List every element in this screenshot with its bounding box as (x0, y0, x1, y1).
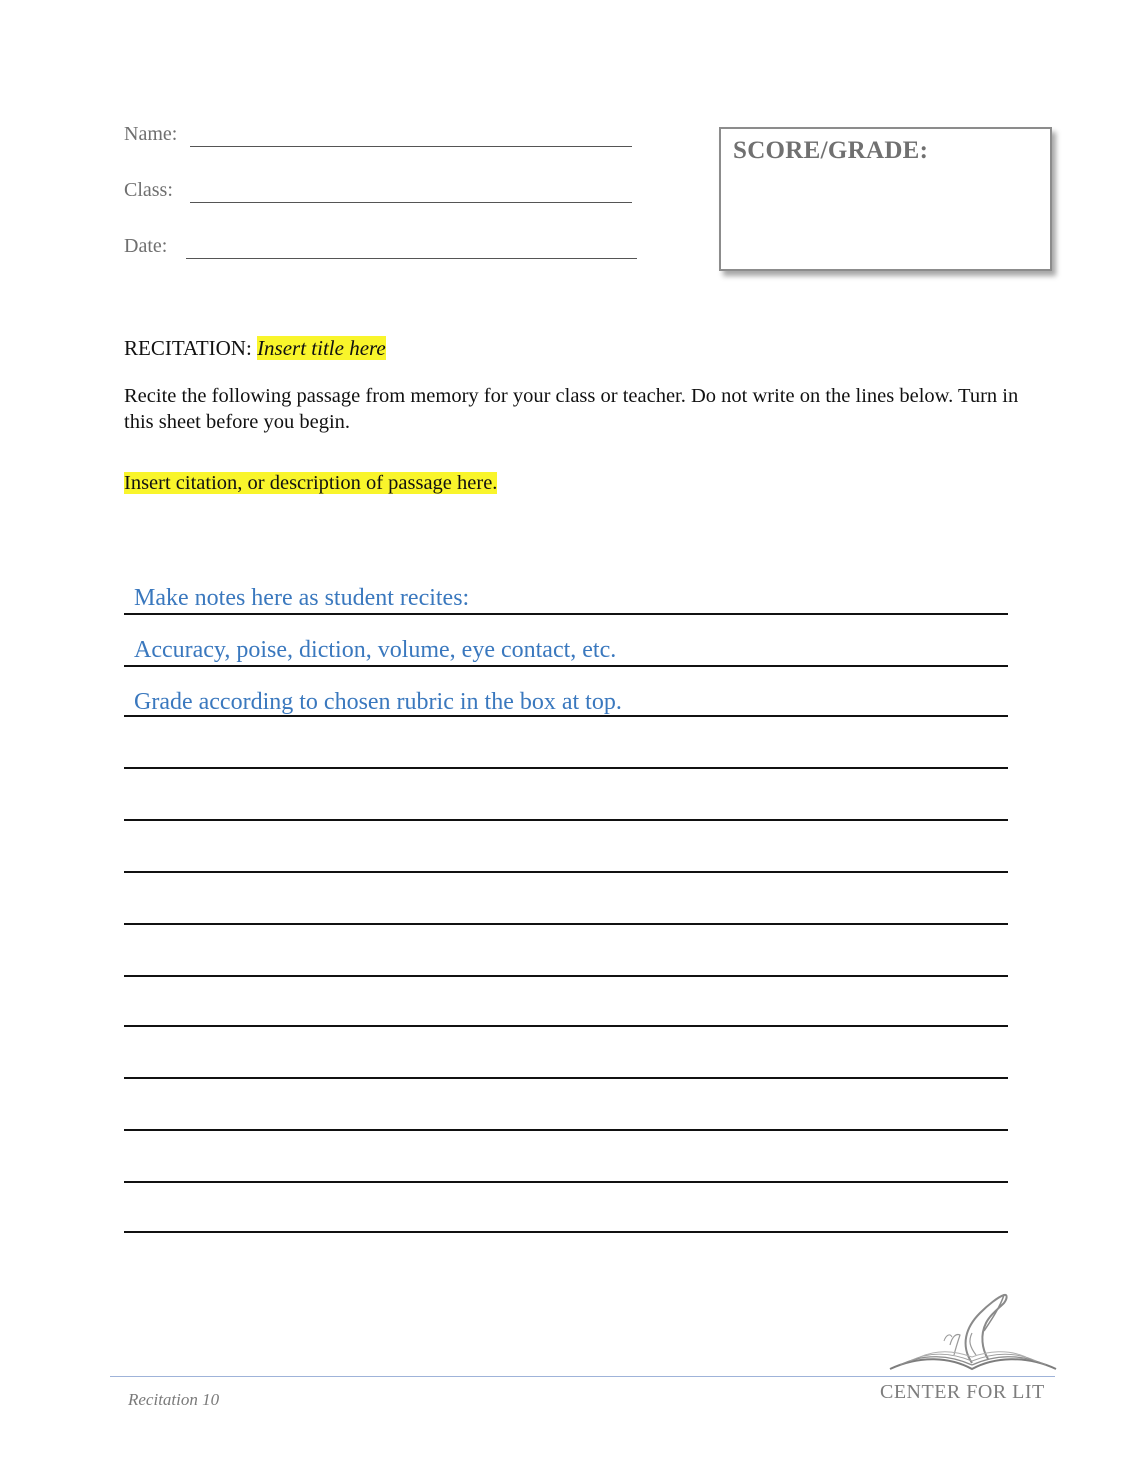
footer-page-label: Recitation 10 (128, 1390, 220, 1409)
instructions-text: Recite the following passage from memory for your class or teacher. Do not write on the lines below. Turn in this sheet before you begin. (124, 385, 1019, 433)
ruled-line (124, 1025, 1008, 1027)
recitation-title-placeholder[interactable]: Insert title here (257, 336, 386, 360)
ruled-line (124, 871, 1008, 873)
ruled-line (124, 715, 1008, 717)
citation-placeholder-text: Insert citation, or description of passage here. (124, 472, 498, 494)
ruled-line (124, 1181, 1008, 1183)
ruled-line (124, 767, 1008, 769)
date-field[interactable] (186, 258, 637, 259)
logo-text: CENTER FOR LIT (880, 1381, 1045, 1403)
ruled-line (124, 1231, 1008, 1233)
date-label: Date: (124, 235, 168, 257)
score-grade-box[interactable] (719, 127, 1052, 271)
score-grade-title: SCORE/GRADE: (733, 137, 929, 164)
ruled-line (124, 1129, 1008, 1131)
class-field[interactable] (190, 202, 632, 203)
ruled-line (124, 613, 1008, 615)
recitation-label: RECITATION: (124, 336, 252, 360)
citation-placeholder[interactable] (124, 472, 497, 495)
name-field[interactable] (190, 146, 632, 147)
ruled-line (124, 923, 1008, 925)
note-line-3: Grade according to chosen rubric in the box at top. (134, 689, 622, 715)
name-label: Name: (124, 123, 178, 145)
ruled-line (124, 975, 1008, 977)
note-line-1: Make notes here as student recites: (134, 585, 470, 611)
pelican-book-logo-icon (880, 1285, 1060, 1375)
note-line-2: Accuracy, poise, diction, volume, eye contact, etc. (134, 637, 617, 663)
ruled-line (124, 819, 1008, 821)
ruled-line (124, 1077, 1008, 1079)
class-label: Class: (124, 179, 173, 201)
footer-divider (110, 1376, 1055, 1377)
ruled-line (124, 665, 1008, 667)
recitation-heading (124, 336, 386, 361)
